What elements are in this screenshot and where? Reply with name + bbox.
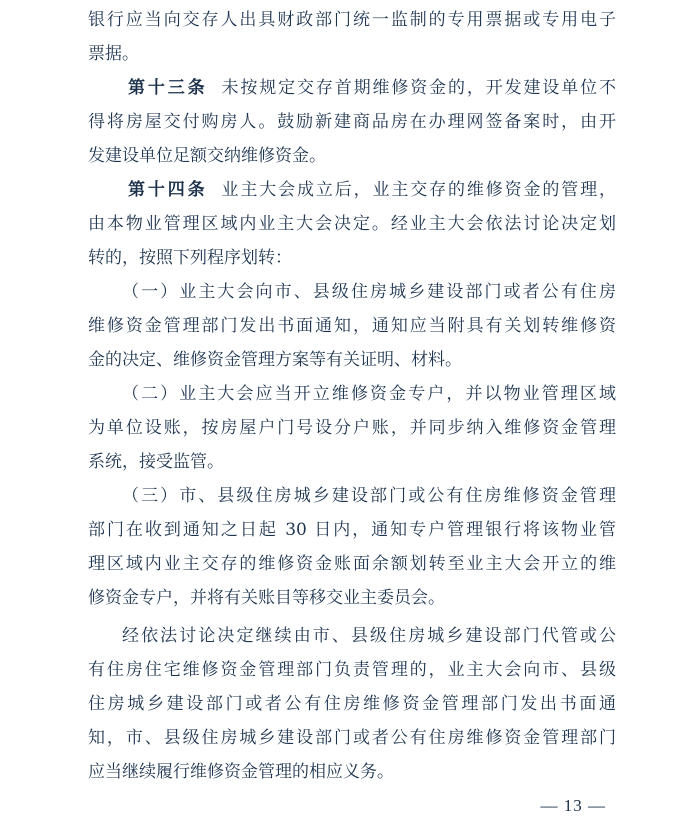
text-line: 住房城乡建设部门或者公有住房维修资金管理部门发出书面通 bbox=[88, 694, 616, 714]
text-line: 系统，接受监管。 bbox=[88, 452, 224, 472]
text-line: 经依法讨论决定继续由市、县级住房城乡建设部门代管或公 bbox=[122, 626, 616, 646]
text-line: 理区域内业主交存的维修资金账面余额划转至业主大会开立的维 bbox=[88, 554, 616, 574]
article-14-label: 第十四条 bbox=[128, 180, 208, 200]
article-14-text: 业主大会成立后，业主交存的维修资金的管理， bbox=[221, 180, 616, 200]
article-13-text: 未按规定交存首期维修资金的，开发建设单位不 bbox=[221, 78, 616, 98]
text-line: （一）业主大会向市、县级住房城乡建设部门或者公有住房 bbox=[122, 282, 616, 302]
text-line: 有住房住宅维修资金管理部门负责管理的，业主大会向市、县级 bbox=[88, 660, 616, 680]
text-line: （二）业主大会应当开立维修资金专户，并以物业管理区域 bbox=[122, 384, 616, 404]
text-line: 维修资金管理部门发出书面通知，通知应当附具有关划转维修资 bbox=[88, 316, 616, 336]
article-13-first-line bbox=[128, 71, 616, 105]
page-number: — 13 — bbox=[540, 796, 606, 815]
text-line: 知，市、县级住房城乡建设部门或者公有住房维修资金管理部门 bbox=[88, 728, 616, 748]
text-line: 票据。 bbox=[88, 44, 139, 64]
text-line: 得将房屋交付购房人。鼓励新建商品房在办理网签备案时，由开 bbox=[88, 112, 616, 132]
article-14-first-line bbox=[128, 173, 616, 207]
text-line: 转的，按照下列程序划转： bbox=[88, 248, 292, 268]
text-line: 银行应当向交存人出具财政部门统一监制的专用票据或专用电子 bbox=[88, 10, 616, 30]
text-line: 发建设单位足额交纳维修资金。 bbox=[88, 146, 326, 166]
text-line: 修资金专户，并将有关账目等移交业主委员会。 bbox=[88, 588, 445, 608]
text-line: 金的决定、维修资金管理方案等有关证明、材料。 bbox=[88, 350, 462, 370]
text-line: （三）市、县级住房城乡建设部门或公有住房维修资金管理 bbox=[122, 486, 616, 506]
text-line: 由本物业管理区域内业主大会决定。经业主大会依法讨论决定划 bbox=[88, 214, 616, 234]
text-line: 为单位设账，按房屋户门号设分户账，并同步纳入维修资金管理 bbox=[88, 418, 616, 438]
text-line: 部门在收到通知之日起 30 日内，通知专户管理银行将该物业管 bbox=[88, 520, 616, 540]
text-line: 应当继续履行维修资金管理的相应义务。 bbox=[88, 762, 394, 782]
article-13-label: 第十三条 bbox=[128, 78, 208, 98]
